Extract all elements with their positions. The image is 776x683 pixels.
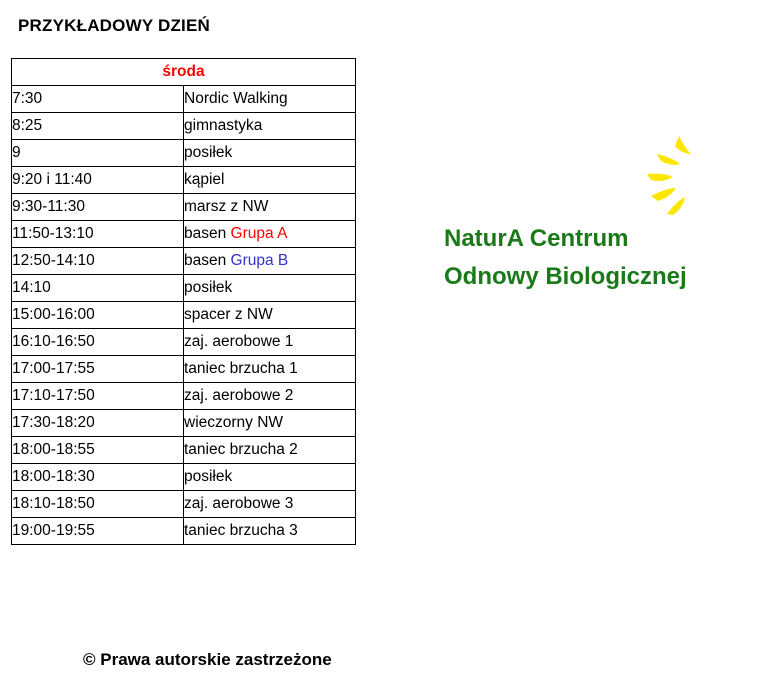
logo-block bbox=[440, 130, 760, 310]
table-row bbox=[12, 113, 356, 140]
row-activity bbox=[184, 248, 356, 275]
row-activity: kąpiel bbox=[184, 167, 356, 194]
table-row bbox=[12, 464, 356, 491]
table-row bbox=[12, 383, 356, 410]
row-activity: zaj. aerobowe 3 bbox=[184, 491, 356, 518]
row-activity: taniec brzucha 3 bbox=[184, 518, 356, 545]
row-activity: spacer z NW bbox=[184, 302, 356, 329]
row-activity-group: Grupa A bbox=[230, 225, 288, 242]
table-row bbox=[12, 86, 356, 113]
logo-text-line-2: Odnowy Biologicznej bbox=[444, 263, 687, 290]
table-row bbox=[12, 302, 356, 329]
row-activity: taniec brzucha 1 bbox=[184, 356, 356, 383]
row-activity: posiłek bbox=[184, 464, 356, 491]
row-activity: zaj. aerobowe 1 bbox=[184, 329, 356, 356]
table-row bbox=[12, 221, 356, 248]
row-time: 9:30-11:30 bbox=[12, 194, 184, 221]
row-activity: posiłek bbox=[184, 140, 356, 167]
row-time: 18:00-18:30 bbox=[12, 464, 184, 491]
table-row bbox=[12, 275, 356, 302]
table-row bbox=[12, 194, 356, 221]
row-activity: gimnastyka bbox=[184, 113, 356, 140]
row-time: 11:50-13:10 bbox=[12, 221, 184, 248]
row-activity: marsz z NW bbox=[184, 194, 356, 221]
copyright-notice: © Prawa autorskie zastrzeżone bbox=[83, 650, 332, 669]
table-row bbox=[12, 329, 356, 356]
table-row bbox=[12, 248, 356, 275]
row-time: 15:00-16:00 bbox=[12, 302, 184, 329]
row-activity: Nordic Walking bbox=[184, 86, 356, 113]
table-row bbox=[12, 140, 356, 167]
row-time: 12:50-14:10 bbox=[12, 248, 184, 275]
row-activity-text: basen bbox=[184, 252, 231, 269]
day-header: środa bbox=[12, 59, 356, 86]
row-time: 17:00-17:55 bbox=[12, 356, 184, 383]
row-time: 16:10-16:50 bbox=[12, 329, 184, 356]
row-activity: posiłek bbox=[184, 275, 356, 302]
logo-text-line-1: NaturA Centrum bbox=[444, 225, 629, 252]
row-time: 18:00-18:55 bbox=[12, 437, 184, 464]
row-time: 8:25 bbox=[12, 113, 184, 140]
row-time: 17:30-18:20 bbox=[12, 410, 184, 437]
row-activity-group: Grupa B bbox=[230, 252, 289, 269]
row-time: 9:20 i 11:40 bbox=[12, 167, 184, 194]
row-time: 9 bbox=[12, 140, 184, 167]
schedule-table bbox=[11, 58, 356, 545]
sun-icon bbox=[635, 130, 745, 230]
row-activity-text: basen bbox=[184, 225, 231, 242]
row-time: 19:00-19:55 bbox=[12, 518, 184, 545]
row-time: 7:30 bbox=[12, 86, 184, 113]
table-row bbox=[12, 518, 356, 545]
row-activity bbox=[184, 221, 356, 248]
row-activity: zaj. aerobowe 2 bbox=[184, 383, 356, 410]
table-row bbox=[12, 491, 356, 518]
table-row bbox=[12, 437, 356, 464]
page-title: PRZYKŁADOWY DZIEŃ bbox=[18, 16, 210, 35]
table-row bbox=[12, 356, 356, 383]
row-time: 14:10 bbox=[12, 275, 184, 302]
row-activity: wieczorny NW bbox=[184, 410, 356, 437]
table-header-row bbox=[12, 59, 356, 86]
row-time: 18:10-18:50 bbox=[12, 491, 184, 518]
table-row bbox=[12, 410, 356, 437]
table-row bbox=[12, 167, 356, 194]
row-activity: taniec brzucha 2 bbox=[184, 437, 356, 464]
row-time: 17:10-17:50 bbox=[12, 383, 184, 410]
schedule-table-body bbox=[12, 59, 356, 545]
